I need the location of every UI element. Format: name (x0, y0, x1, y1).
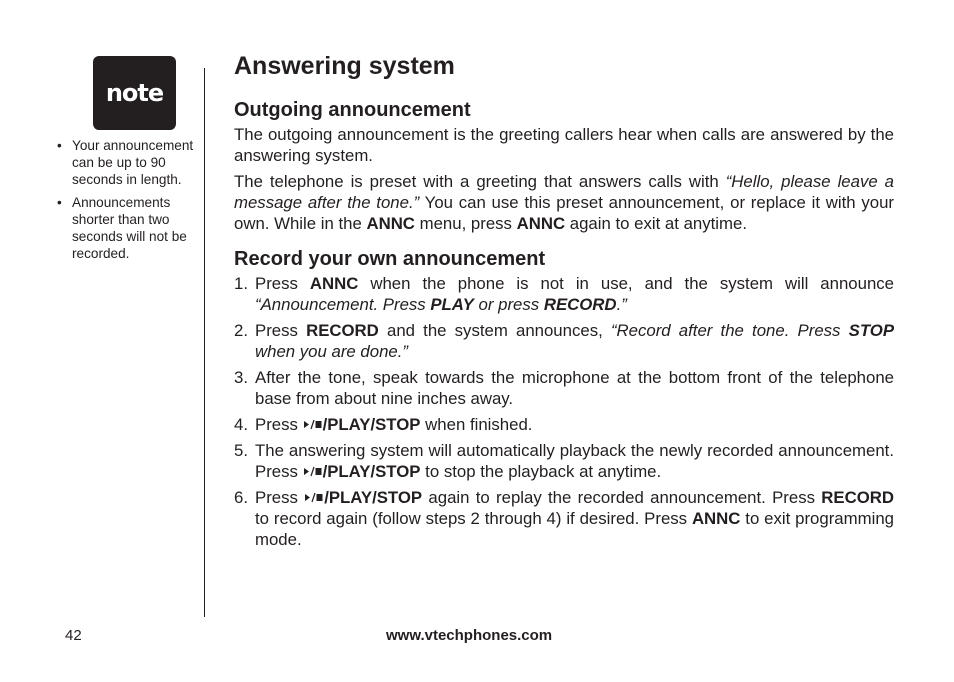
text: You can use this preset announcement, or replace it with your own. While in the (234, 193, 894, 233)
key-record: RECORD (306, 321, 379, 340)
text: “Announcement. Press (255, 295, 431, 314)
step-item (234, 414, 894, 435)
text: or press (473, 295, 544, 314)
text: Press (255, 415, 303, 434)
section-heading-record: Record your own announcement (234, 248, 546, 270)
quote-greeting: “Hello, please leave a message after the tone.” (234, 172, 894, 212)
text: to stop the playback at anytime. (420, 462, 662, 481)
play-stop-icon (303, 466, 323, 477)
key-play-stop: /PLAY/STOP (322, 462, 421, 481)
text: The telephone is preset with a greeting that answers calls with (234, 172, 726, 191)
side-notes (57, 137, 202, 268)
quote (255, 295, 627, 314)
text: and the system announces, (378, 321, 611, 340)
key-record: RECORD (821, 488, 894, 507)
step-item (234, 440, 894, 482)
paragraph-intro: The outgoing announcement is the greeting callers hear when calls are answered by the answering system. (234, 125, 894, 165)
text: when the phone is not in use, and the system will announce (358, 274, 894, 293)
text: when you are done.” (255, 342, 408, 361)
footer-url: www.vtechphones.com (386, 627, 553, 644)
text: .” (616, 295, 627, 314)
note-badge-label: note (105, 79, 164, 107)
step-number: 1. (234, 274, 248, 293)
key-annc: ANNC (366, 214, 415, 233)
text: “Record after the tone. Press (610, 321, 849, 340)
step-item (234, 320, 894, 362)
text: to record again (follow steps 2 through 4) if desired. Press (255, 509, 692, 528)
key-annc: ANNC (691, 509, 741, 528)
text: Press (255, 488, 305, 507)
step-item (234, 367, 894, 409)
side-note-item: • Announcements shorter than two seconds will not be recorded. (57, 194, 202, 262)
play-stop-icon (304, 492, 324, 503)
step-number: 3. (234, 368, 248, 387)
step-item (234, 487, 894, 550)
step-number: 2. (234, 321, 248, 340)
key-play-stop: /PLAY/STOP (322, 415, 421, 434)
step-item (234, 273, 894, 315)
text: Press (255, 274, 310, 293)
note-badge (93, 56, 176, 130)
key-stop: STOP (848, 321, 895, 340)
step-number: 5. (234, 441, 248, 460)
step-number: 6. (234, 488, 248, 507)
key-play-stop: /PLAY/STOP (324, 488, 423, 507)
text: again to exit at anytime. (565, 214, 747, 233)
main-content (234, 50, 894, 555)
steps-list (234, 273, 894, 550)
step-number: 4. (234, 415, 248, 434)
text: when finished. (420, 415, 533, 434)
play-stop-icon (303, 419, 323, 430)
text: After the tone, speak towards the microphone at the bottom front of the telephone base from about nine inches away. (255, 368, 894, 408)
vertical-divider (204, 68, 205, 617)
text: The answering system will automatically playback the newly recorded announcement. Press (255, 441, 894, 481)
text: Press (255, 321, 307, 340)
paragraph-preset (234, 171, 894, 234)
page-number: 42 (65, 627, 82, 644)
key-annc: ANNC (516, 214, 566, 233)
key-record: RECORD (543, 295, 617, 314)
text: again to replay the recorded announcement. Press (422, 488, 822, 507)
page-title: Answering system (234, 52, 455, 80)
text: to exit programming mode. (255, 509, 894, 549)
section-heading-outgoing: Outgoing announcement (234, 99, 471, 121)
side-note-item: • Your announcement can be up to 90 seconds in length. (57, 137, 202, 188)
text: menu, press (414, 214, 517, 233)
key-play: PLAY (430, 295, 474, 314)
key-annc: ANNC (309, 274, 359, 293)
